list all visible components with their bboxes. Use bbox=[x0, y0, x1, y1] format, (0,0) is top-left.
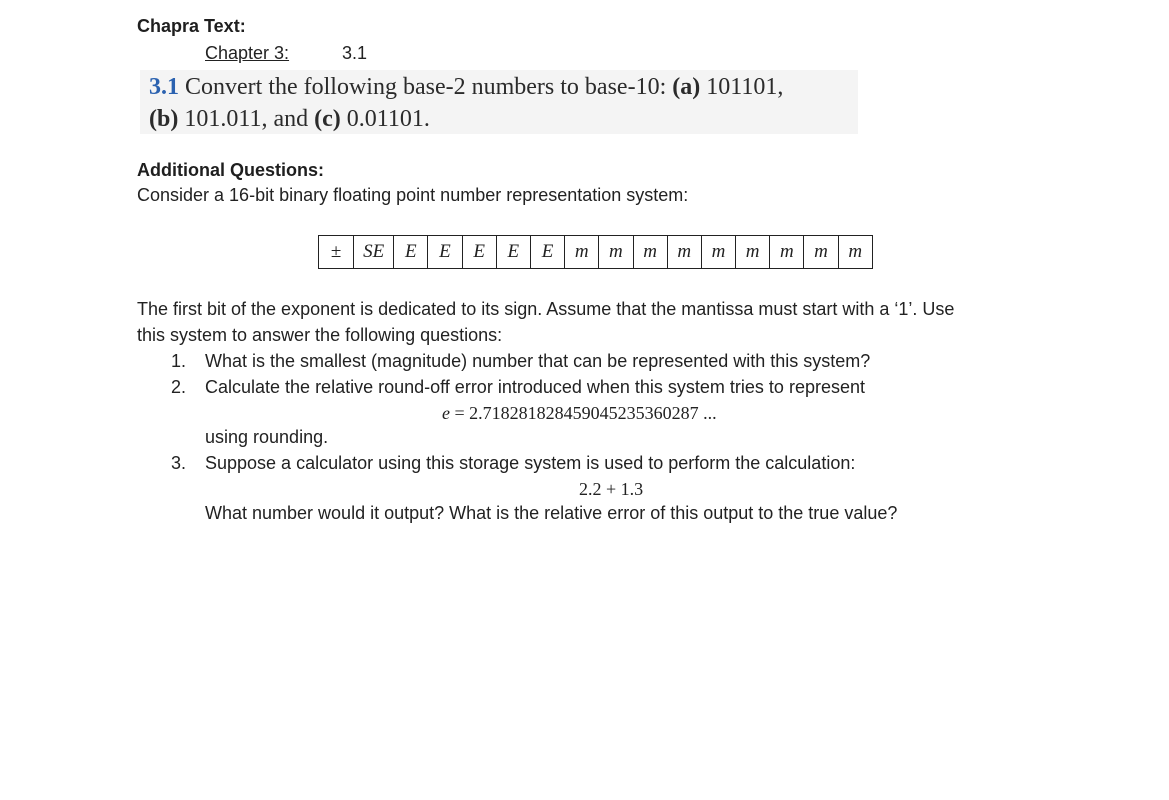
bit-cell: m bbox=[633, 236, 667, 268]
question-text: Suppose a calculator using this storage system is used to perform the calculation: bbox=[205, 453, 856, 473]
system-intro: Consider a 16-bit binary floating point number representation system: bbox=[137, 185, 689, 205]
bit-layout-table bbox=[318, 235, 873, 269]
question-2-continuation: using rounding. bbox=[205, 427, 329, 447]
description-line-1: The first bit of the exponent is dedicated to its sign. Assume that the mantissa must start with a ‘1’. Use bbox=[137, 299, 955, 319]
bit-cell: E bbox=[530, 236, 564, 268]
section-number: 3.1 bbox=[342, 43, 368, 63]
bit-cell: m bbox=[598, 236, 632, 268]
bit-cell: m bbox=[769, 236, 803, 268]
part-a-label: (a) bbox=[672, 74, 701, 100]
bit-cell: E bbox=[393, 236, 427, 268]
chapter-3-link[interactable]: Chapter 3: bbox=[205, 43, 290, 63]
question-3-continuation: What number would it output? What is the relative error of this output to the true value? bbox=[205, 503, 898, 523]
bit-cell: E bbox=[427, 236, 461, 268]
part-b-label: (b) bbox=[149, 106, 179, 132]
question-2-equation bbox=[442, 403, 717, 424]
part-a-value: 101101, bbox=[706, 74, 784, 100]
textbook-problem-excerpt bbox=[140, 70, 858, 134]
question-3-equation: 2.2 + 1.3 bbox=[579, 479, 644, 499]
question-text: What is the smallest (magnitude) number that can be represented with this system? bbox=[205, 351, 871, 371]
bit-cell: m bbox=[701, 236, 735, 268]
bit-cell: SE bbox=[353, 236, 393, 268]
bit-cell: E bbox=[496, 236, 530, 268]
bit-cell: ± bbox=[330, 241, 342, 262]
equation-variable: e bbox=[442, 403, 450, 423]
problem-line-1 bbox=[149, 74, 783, 101]
equation-value: = 2.718281828459045235360287 ... bbox=[450, 403, 717, 423]
part-b-value: 101.011, and bbox=[184, 106, 309, 132]
bit-cell: m bbox=[838, 236, 872, 268]
question-number: 1. bbox=[171, 351, 187, 371]
part-c-value: 0.01101. bbox=[346, 106, 430, 132]
bit-cell: m bbox=[564, 236, 598, 268]
problem-line-2 bbox=[149, 106, 430, 133]
description-line-2: this system to answer the following questions: bbox=[137, 325, 503, 345]
additional-questions-heading: Additional Questions: bbox=[137, 160, 324, 180]
bit-cell: m bbox=[667, 236, 701, 268]
question-text: Calculate the relative round-off error introduced when this system tries to represent bbox=[205, 377, 865, 397]
question-number: 3. bbox=[171, 453, 187, 473]
bit-cell: E bbox=[462, 236, 496, 268]
chapra-text-heading: Chapra Text: bbox=[137, 16, 246, 36]
problem-prompt: Convert the following base-2 numbers to base-10: bbox=[185, 74, 667, 100]
question-number: 2. bbox=[171, 377, 187, 397]
bit-cell: m bbox=[735, 236, 769, 268]
problem-number: 3.1 bbox=[149, 74, 179, 100]
part-c-label: (c) bbox=[314, 106, 341, 132]
bit-cell: m bbox=[803, 236, 837, 268]
